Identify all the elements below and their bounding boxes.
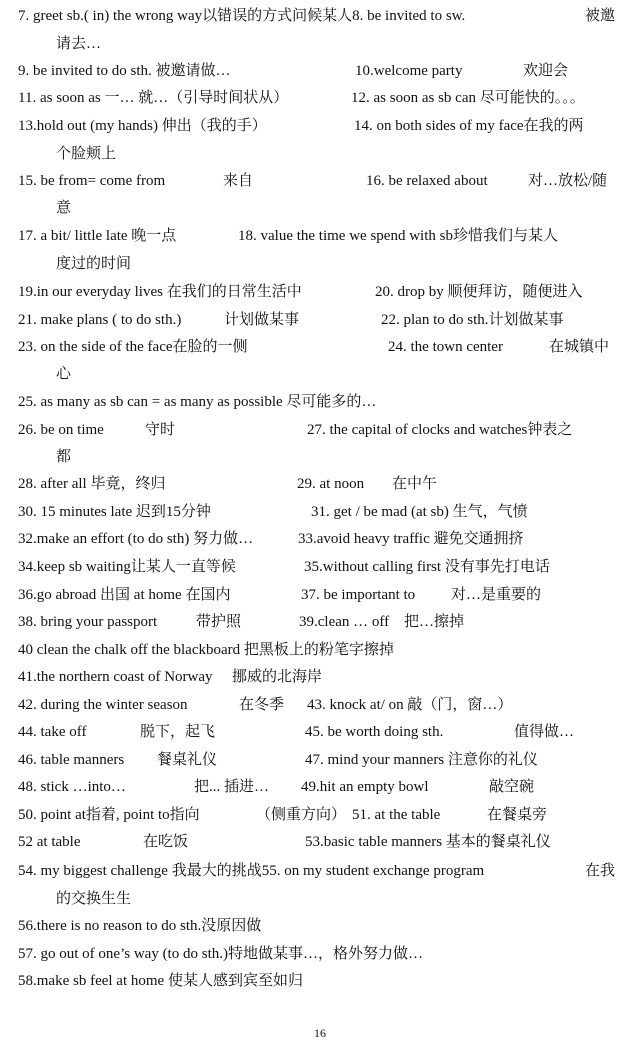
vocab-line xyxy=(18,420,624,440)
vocab-line-continuation xyxy=(56,364,624,384)
vocab-line xyxy=(18,832,624,852)
vocab-line-continuation xyxy=(56,889,624,909)
vocab-entry-text: 33.avoid heavy traffic 避免交通拥挤 xyxy=(298,531,524,547)
vocab-entry-text: 15. be from= come from xyxy=(18,173,166,189)
vocab-line xyxy=(18,337,624,357)
vocab-entry-text: 计划做某事 xyxy=(224,312,300,328)
vocab-entry-text: 20. drop by 顺便拜访，随便进入 xyxy=(375,284,583,300)
vocab-entry-text: 13.hold out (my hands) 伸出（我的手） xyxy=(18,118,267,134)
vocab-entry-text: 心 xyxy=(56,366,72,382)
vocab-entry-text: 28. after all 毕竟，终归 xyxy=(18,476,166,492)
vocab-entry-text: 对…放松/随 xyxy=(528,173,608,189)
vocab-line-continuation xyxy=(56,144,624,164)
vocab-entry-text: 36.go abroad 出国 at home 在国内 xyxy=(18,587,231,603)
vocab-entry-text: （侧重方向） xyxy=(256,807,347,823)
vocab-entry-text: 53.basic table manners 基本的餐桌礼仪 xyxy=(305,834,551,850)
vocab-line xyxy=(18,585,624,605)
vocab-entry-text: 脱下，起飞 xyxy=(140,724,216,740)
vocab-entry-text: 49.hit an empty bowl xyxy=(301,779,429,795)
vocab-line xyxy=(18,392,624,412)
vocab-entry-text: 在餐桌旁 xyxy=(487,807,548,823)
vocab-entry-text: 19.in our everyday lives 在我们的日常生活中 xyxy=(18,284,302,300)
vocab-line xyxy=(18,557,624,577)
vocab-line xyxy=(18,529,624,549)
vocab-entry-text: 请去… xyxy=(56,36,102,52)
vocab-entry-text: 51. at the table xyxy=(352,807,441,823)
vocab-entry-text: 56.there is no reason to do sth.没原因做 xyxy=(18,918,262,934)
vocab-entry-text: 40 clean the chalk off the blackboard 把黑板上的粉笔字擦掉 xyxy=(18,642,394,658)
vocab-entry-text: 30. 15 minutes late 迟到15分钟 xyxy=(18,504,211,520)
vocab-entry-text: 值得做… xyxy=(514,724,575,740)
vocab-entry-text: 50. point at指着, point to指向 xyxy=(18,807,200,823)
vocab-line xyxy=(18,474,624,494)
vocab-entry-text: 在城镇中 xyxy=(549,339,610,355)
vocab-line xyxy=(18,171,624,191)
vocab-line xyxy=(18,502,624,522)
vocab-entry-text: 44. take off xyxy=(18,724,87,740)
vocab-entry-text: 带护照 xyxy=(196,614,242,630)
vocab-entry-text: 被邀 xyxy=(585,8,616,24)
vocab-line-continuation xyxy=(56,34,624,54)
vocab-line xyxy=(18,116,624,136)
vocab-entry-text: 12. as soon as sb can 尽可能快的。。。 xyxy=(351,90,585,106)
vocab-entry-text: 在吃饭 xyxy=(143,834,189,850)
vocab-entry-text: 39.clean … off xyxy=(299,614,390,630)
vocab-entry-text: 22. plan to do sth.计划做某事 xyxy=(381,312,564,328)
vocab-entry-text: 38. bring your passport xyxy=(18,614,158,630)
vocab-line xyxy=(18,226,624,246)
vocab-entry-text: 挪威的北海岸 xyxy=(232,669,323,685)
vocab-line xyxy=(18,971,624,991)
vocab-entry-text: 欢迎会 xyxy=(523,63,569,79)
vocab-entry-text: 37. be important to xyxy=(301,587,416,603)
vocab-entry-text: 24. the town center xyxy=(388,339,503,355)
vocab-entry-text: 的交换生生 xyxy=(56,891,132,907)
vocab-entry-text: 46. table manners xyxy=(18,752,125,768)
vocab-line-continuation xyxy=(56,198,624,218)
vocab-line xyxy=(18,6,624,26)
vocab-entry-text: 31. get / be mad (at sb) 生气，气愤 xyxy=(311,504,528,520)
vocab-entry-text: 25. as many as sb can = as many as possible 尽可能多的… xyxy=(18,394,377,410)
vocab-line-continuation xyxy=(56,254,624,274)
vocab-entry-text: 48. stick …into… xyxy=(18,779,126,795)
vocab-entry-text: 26. be on time xyxy=(18,422,104,438)
vocab-line xyxy=(18,640,624,660)
vocab-line xyxy=(18,722,624,742)
vocab-entry-text: 21. make plans ( to do sth.) xyxy=(18,312,182,328)
vocab-entry-text: 17. a bit/ little late 晚一点 xyxy=(18,228,177,244)
vocab-line xyxy=(18,944,624,964)
vocab-entry-text: 敲空碗 xyxy=(489,779,535,795)
vocab-line xyxy=(18,750,624,770)
vocab-entry-text: 43. knock at/ on 敲（门，窗…） xyxy=(307,697,513,713)
vocab-entry-text: 42. during the winter season xyxy=(18,697,188,713)
vocab-entry-text: 在我 xyxy=(585,863,616,879)
vocab-line-continuation xyxy=(56,447,624,467)
vocab-entry-text: 意 xyxy=(56,200,72,216)
vocab-entry-text: 47. mind your manners 注意你的礼仪 xyxy=(305,752,538,768)
vocab-entry-text: 都 xyxy=(56,449,72,465)
vocab-entry-text: 度过的时间 xyxy=(56,256,132,272)
vocab-line xyxy=(18,777,624,797)
vocab-entry-text: 18. value the time we spend with sb珍惜我们与某人 xyxy=(238,228,558,244)
vocab-entry-text: 23. on the side of the face在脸的一侧 xyxy=(18,339,248,355)
vocab-entry-text: 16. be relaxed about xyxy=(366,173,488,189)
vocab-line xyxy=(18,695,624,715)
vocab-entry-text: 52 at table xyxy=(18,834,81,850)
vocab-entry-text: 在中午 xyxy=(392,476,438,492)
vocab-entry-text: 27. the capital of clocks and watches钟表之 xyxy=(307,422,573,438)
vocab-line xyxy=(18,805,624,825)
vocab-entry-text: 35.without calling first 没有事先打电话 xyxy=(304,559,550,575)
vocab-entry-text: 58.make sb feel at home 使某人感到宾至如归 xyxy=(18,973,303,989)
vocab-line xyxy=(18,916,624,936)
vocab-entry-text: 来自 xyxy=(223,173,254,189)
vocab-entry-text: 7. greet sb.( in) the wrong way以错误的方式问候某人8. be invited to sw. xyxy=(18,8,466,24)
vocab-entry-text: 把…擦掉 xyxy=(404,614,465,630)
vocab-entry-text: 守时 xyxy=(145,422,176,438)
vocab-line xyxy=(18,282,624,302)
vocab-entry-text: 对…是重要的 xyxy=(451,587,542,603)
vocab-line xyxy=(18,61,624,81)
vocab-entry-text: 45. be worth doing sth. xyxy=(305,724,444,740)
vocab-entry-text: 41.the northern coast of Norway xyxy=(18,669,213,685)
vocab-entry-text: 54. my biggest challenge 我最大的挑战55. on my student exchange program xyxy=(18,863,485,879)
vocab-entry-text: 29. at noon xyxy=(297,476,365,492)
vocab-entry-text: 个脸颊上 xyxy=(56,146,117,162)
vocab-line xyxy=(18,310,624,330)
vocab-entry-text: 57. go out of one’s way (to do sth.)特地做某事…，格外努力做… xyxy=(18,946,423,962)
vocab-entry-text: 14. on both sides of my face在我的两 xyxy=(354,118,584,134)
vocab-entry-text: 把... 插进… xyxy=(194,779,270,795)
vocab-entry-text: 11. as soon as 一… 就…（引导时间状从） xyxy=(18,90,289,106)
vocab-line xyxy=(18,861,624,881)
vocab-entry-text: 10.welcome party xyxy=(355,63,463,79)
vocab-line xyxy=(18,612,624,632)
page-number: 16 xyxy=(314,1026,326,1040)
vocab-entry-text: 9. be invited to do sth. 被邀请做… xyxy=(18,63,231,79)
vocab-entry-text: 在冬季 xyxy=(239,697,285,713)
vocab-entry-text: 32.make an effort (to do sth) 努力做… xyxy=(18,531,254,547)
vocab-line xyxy=(18,88,624,108)
vocab-entry-text: 餐桌礼仪 xyxy=(157,752,218,768)
vocab-line xyxy=(18,667,624,687)
vocab-entry-text: 34.keep sb waiting让某人一直等候 xyxy=(18,559,236,575)
